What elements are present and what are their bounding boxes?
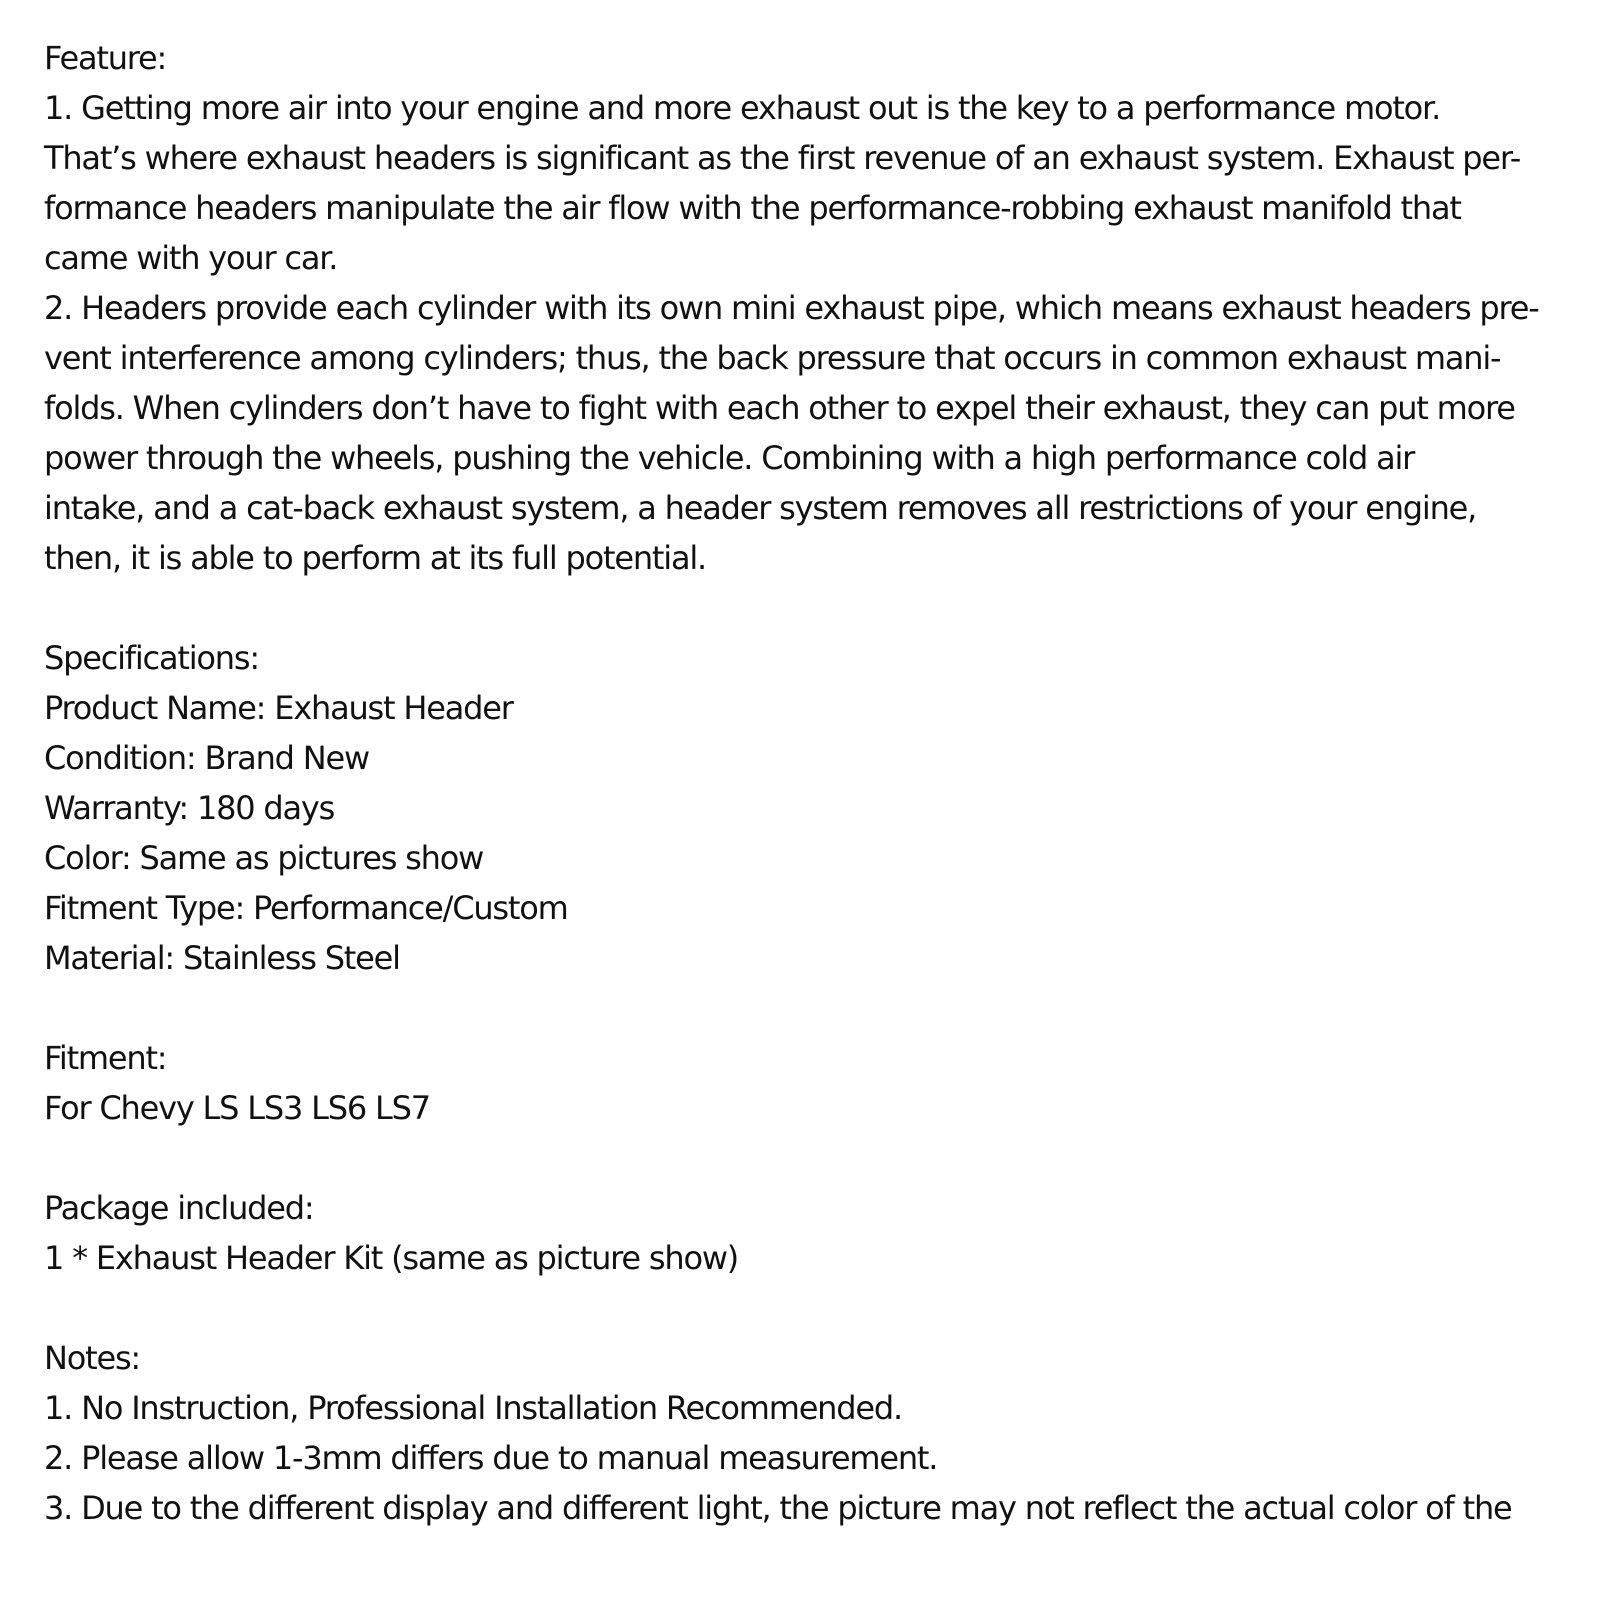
feature-line: power through the wheels, pushing the vehicle. Combining with a high performance cold air	[44, 439, 1415, 477]
feature-line: intake, and a cat-back exhaust system, a header system removes all restrictions of your engine,	[44, 489, 1477, 527]
note-line: 3. Due to the different display and different light, the picture may not reflect the actual color of the	[44, 1489, 1512, 1527]
spec-fitment-type: Fitment Type: Performance/Custom	[44, 889, 568, 927]
fitment-line: For Chevy LS LS3 LS6 LS7	[44, 1089, 430, 1127]
specifications-section	[44, 633, 1574, 983]
package-section	[44, 1183, 1574, 1283]
feature-line: came with your car.	[44, 239, 338, 277]
spec-color: Color: Same as pictures show	[44, 839, 484, 877]
fitment-section	[44, 1033, 1574, 1133]
feature-line: 1. Getting more air into your engine and more exhaust out is the key to a performance motor.	[44, 89, 1441, 127]
package-heading: Package included:	[44, 1189, 314, 1227]
feature-line: That’s where exhaust headers is significant as the first revenue of an exhaust system. Exhaust per-	[44, 139, 1521, 177]
feature-line: 2. Headers provide each cylinder with its own mini exhaust pipe, which means exhaust headers pre-	[44, 289, 1539, 327]
product-description	[44, 33, 1574, 1533]
section-spacer	[44, 983, 1574, 1033]
feature-heading: Feature:	[44, 39, 167, 77]
notes-heading: Notes:	[44, 1339, 141, 1377]
note-line: 1. No Instruction, Professional Installation Recommended.	[44, 1389, 902, 1427]
section-spacer	[44, 1283, 1574, 1333]
spec-product-name: Product Name: Exhaust Header	[44, 689, 513, 727]
spec-warranty: Warranty: 180 days	[44, 789, 335, 827]
package-line: 1 * Exhaust Header Kit (same as picture show)	[44, 1239, 739, 1277]
notes-section	[44, 1333, 1574, 1533]
feature-line: then, it is able to perform at its full potential.	[44, 539, 707, 577]
spec-condition: Condition: Brand New	[44, 739, 369, 777]
feature-section	[44, 33, 1574, 583]
fitment-heading: Fitment:	[44, 1039, 167, 1077]
section-spacer	[44, 583, 1574, 633]
spec-material: Material: Stainless Steel	[44, 939, 400, 977]
specifications-heading: Specifications:	[44, 639, 259, 677]
note-line: 2. Please allow 1-3mm differs due to manual measurement.	[44, 1439, 938, 1477]
feature-line: vent interference among cylinders; thus, the back pressure that occurs in common exhaust mani-	[44, 339, 1501, 377]
feature-line: folds. When cylinders don’t have to fight with each other to expel their exhaust, they can put more	[44, 389, 1515, 427]
feature-line: formance headers manipulate the air flow with the performance-robbing exhaust manifold that	[44, 189, 1461, 227]
section-spacer	[44, 1133, 1574, 1183]
